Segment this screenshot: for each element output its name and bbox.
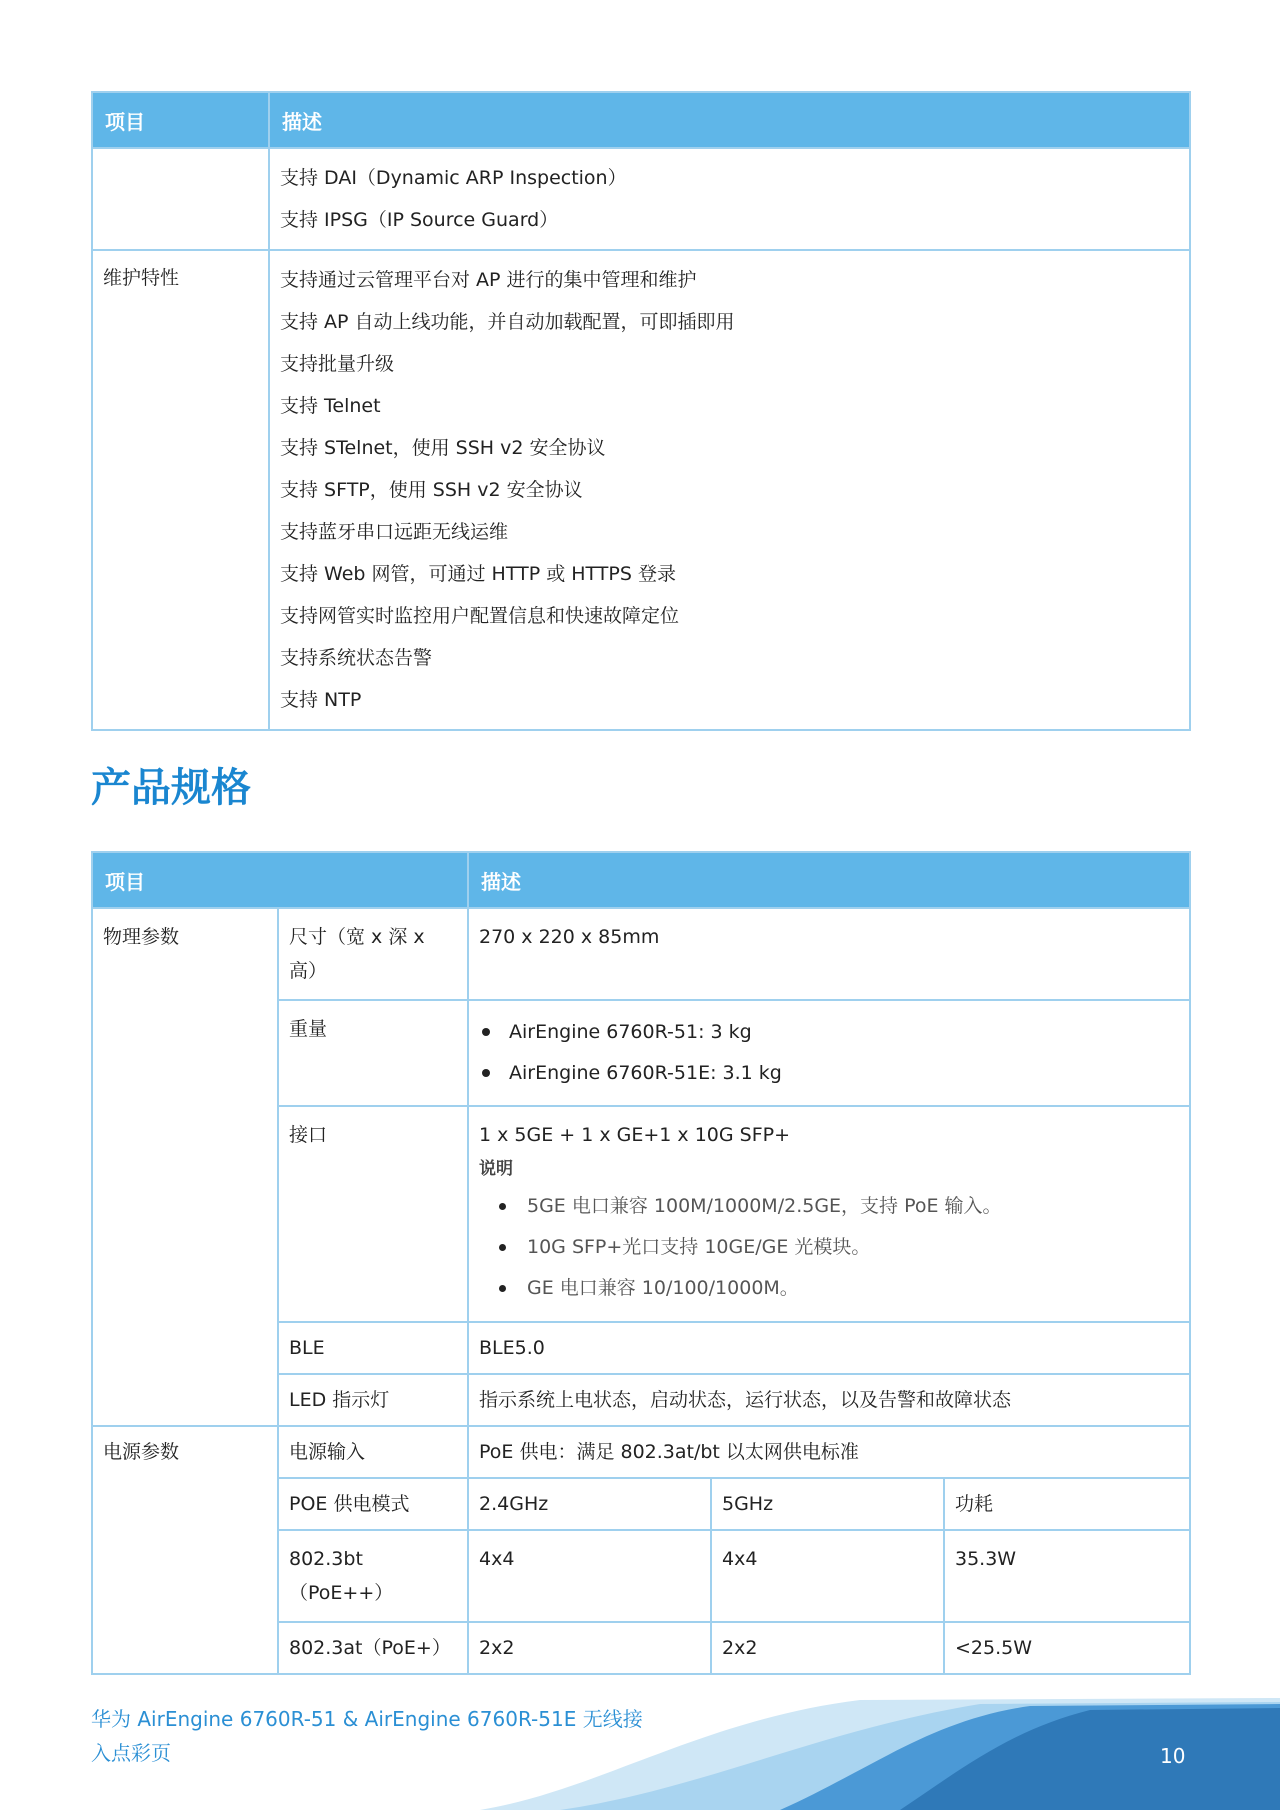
group-physical: 物理参数 xyxy=(92,908,278,1426)
header-description: 描述 xyxy=(468,852,1190,908)
weight-label: 重量 xyxy=(278,1000,468,1106)
size-label: 尺寸（宽 x 深 x 高） xyxy=(278,908,468,1000)
feature-line: 支持蓝牙串口远距无线运维 xyxy=(280,521,509,543)
features-table xyxy=(91,91,1191,731)
feature-line: 支持 Web 网管，可通过 HTTP 或 HTTPS 登录 xyxy=(280,563,676,585)
table-row xyxy=(92,1426,1190,1478)
poe-col-5ghz: 5GHz xyxy=(711,1478,944,1530)
at-power: <25.5W xyxy=(944,1622,1190,1674)
ble-label: BLE xyxy=(278,1322,468,1374)
feature-line: 支持 AP 自动上线功能，并自动加载配置，可即插即用 xyxy=(280,311,735,333)
feature-line: 支持 SFTP，使用 SSH v2 安全协议 xyxy=(280,479,583,501)
header-item: 项目 xyxy=(92,852,468,908)
size-value: 270 x 220 x 85mm xyxy=(468,908,1190,1000)
note-list xyxy=(479,1186,1179,1309)
header-description: 描述 xyxy=(269,92,1190,148)
note-title: 说明 xyxy=(479,1159,513,1179)
list-item: 10G SFP+光口支持 10GE/GE 光模块。 xyxy=(479,1227,1179,1268)
row-item: 维护特性 xyxy=(92,250,269,730)
bt-5ghz: 4x4 xyxy=(711,1530,944,1622)
feature-line: 支持 STelnet，使用 SSH v2 安全协议 xyxy=(280,437,606,459)
at-label: 802.3at（PoE+） xyxy=(278,1622,468,1674)
list-item: 5GE 电口兼容 100M/1000M/2.5GE，支持 PoE 输入。 xyxy=(479,1186,1179,1227)
table-header-row xyxy=(92,852,1190,908)
ble-value: BLE5.0 xyxy=(468,1322,1190,1374)
group-power: 电源参数 xyxy=(92,1426,278,1674)
power-input-value: PoE 供电：满足 802.3at/bt 以太网供电标准 xyxy=(468,1426,1190,1478)
section-title: 产品规格 xyxy=(91,765,251,811)
table-row xyxy=(92,148,1190,250)
feature-line: 支持网管实时监控用户配置信息和快速故障定位 xyxy=(280,605,680,627)
weight-list xyxy=(479,1012,1179,1094)
feature-line: 支持 IPSG（IP Source Guard） xyxy=(280,209,559,231)
list-item: AirEngine 6760R-51: 3 kg xyxy=(479,1012,1179,1053)
poe-col-power: 功耗 xyxy=(944,1478,1190,1530)
bt-24ghz: 4x4 xyxy=(468,1530,711,1622)
table-row xyxy=(92,908,1190,1000)
ports-label: 接口 xyxy=(278,1106,468,1322)
page-number: 10 xyxy=(1160,1744,1186,1768)
list-item: GE 电口兼容 10/100/1000M。 xyxy=(479,1268,1179,1309)
bt-label: 802.3bt（PoE++） xyxy=(278,1530,468,1622)
specifications-table xyxy=(91,851,1191,1675)
poe-col-24ghz: 2.4GHz xyxy=(468,1478,711,1530)
ports-value xyxy=(468,1106,1190,1322)
at-24ghz: 2x2 xyxy=(468,1622,711,1674)
led-label: LED 指示灯 xyxy=(278,1374,468,1426)
poe-mode-label: POE 供电模式 xyxy=(278,1478,468,1530)
weight-value xyxy=(468,1000,1190,1106)
row-item xyxy=(92,148,269,250)
ports-summary: 1 x 5GE + 1 x GE+1 x 10G SFP+ xyxy=(479,1124,791,1146)
row-description xyxy=(269,250,1190,730)
feature-line: 支持批量升级 xyxy=(280,353,395,375)
feature-line: 支持 NTP xyxy=(280,689,362,711)
bt-power: 35.3W xyxy=(944,1530,1190,1622)
list-item: AirEngine 6760R-51E: 3.1 kg xyxy=(479,1053,1179,1094)
header-item: 项目 xyxy=(92,92,269,148)
table-row xyxy=(92,250,1190,730)
feature-line: 支持 Telnet xyxy=(280,395,381,417)
at-5ghz: 2x2 xyxy=(711,1622,944,1674)
feature-line: 支持系统状态告警 xyxy=(280,647,433,669)
table-header-row xyxy=(92,92,1190,148)
feature-line: 支持 DAI（Dynamic ARP Inspection） xyxy=(280,167,627,189)
led-value: 指示系统上电状态，启动状态，运行状态，以及告警和故障状态 xyxy=(468,1374,1190,1426)
feature-line: 支持通过云管理平台对 AP 进行的集中管理和维护 xyxy=(280,269,697,291)
power-input-label: 电源输入 xyxy=(278,1426,468,1478)
row-description xyxy=(269,148,1190,250)
footer-title: 华为 AirEngine 6760R-51 & AirEngine 6760R-51E 无线接入点彩页 xyxy=(91,1707,643,1765)
